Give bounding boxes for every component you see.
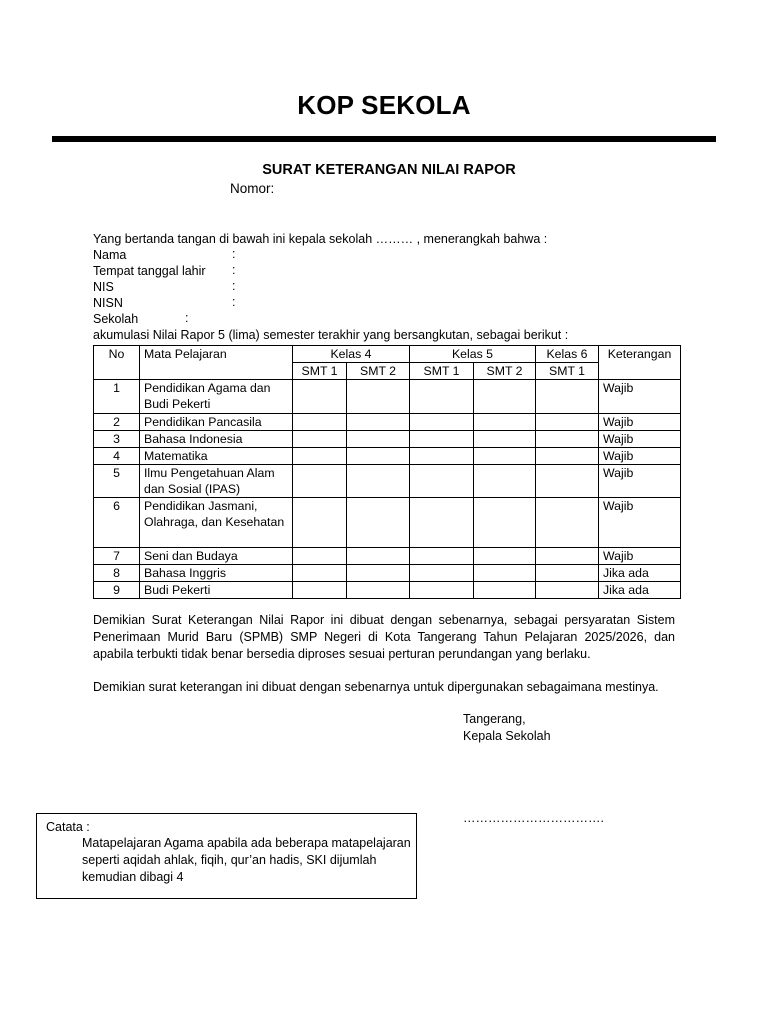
header-k6-smt1: SMT 1 <box>536 363 599 380</box>
grade-cell[interactable] <box>474 498 536 548</box>
header-k5-smt1: SMT 1 <box>410 363 474 380</box>
field-colon-nama: : <box>232 247 236 261</box>
header-kelas5: Kelas 5 <box>410 346 536 363</box>
row-no: 8 <box>94 565 140 582</box>
grade-cell[interactable] <box>474 414 536 431</box>
row-no: 7 <box>94 548 140 565</box>
grade-cell[interactable] <box>293 582 347 599</box>
grade-cell[interactable] <box>293 498 347 548</box>
grade-cell[interactable] <box>536 498 599 548</box>
header-k4-smt2: SMT 2 <box>347 363 410 380</box>
row-keterangan: Wajib <box>599 498 681 548</box>
field-label-sekolah: Sekolah <box>93 312 139 326</box>
row-no: 1 <box>94 380 140 414</box>
grade-cell[interactable] <box>347 465 410 498</box>
header-k4-smt1: SMT 1 <box>293 363 347 380</box>
grade-cell[interactable] <box>536 465 599 498</box>
grade-cell[interactable] <box>293 380 347 414</box>
table-row <box>94 565 681 582</box>
grade-cell[interactable] <box>410 498 474 548</box>
row-keterangan: Wajib <box>599 380 681 414</box>
row-keterangan: Wajib <box>599 431 681 448</box>
grade-cell[interactable] <box>293 548 347 565</box>
row-keterangan: Jika ada <box>599 565 681 582</box>
row-no: 9 <box>94 582 140 599</box>
grade-cell[interactable] <box>293 431 347 448</box>
closing-statement: Demikian surat keterangan ini dibuat dengan sebenarnya untuk dipergunakan sebagaimana mestinya. <box>93 680 659 694</box>
row-keterangan: Wajib <box>599 414 681 431</box>
grade-cell[interactable] <box>410 465 474 498</box>
row-no: 5 <box>94 465 140 498</box>
grade-cell[interactable] <box>410 565 474 582</box>
grade-cell[interactable] <box>474 431 536 448</box>
table-row <box>94 582 681 599</box>
field-colon-nisn: : <box>232 295 236 309</box>
grade-cell[interactable] <box>347 565 410 582</box>
table-row <box>94 414 681 431</box>
table-header-row <box>94 346 681 363</box>
grade-cell[interactable] <box>293 414 347 431</box>
grade-cell[interactable] <box>410 548 474 565</box>
grade-cell[interactable] <box>536 380 599 414</box>
grade-cell[interactable] <box>474 448 536 465</box>
row-subject: Bahasa Indonesia <box>140 431 293 448</box>
header-no: No <box>94 346 140 380</box>
grade-cell[interactable] <box>536 414 599 431</box>
grades-table <box>93 345 681 599</box>
letterhead-divider <box>52 136 716 142</box>
signature-name-placeholder: ……………………………. <box>463 811 604 825</box>
document-number-label: Nomor: <box>230 181 275 196</box>
row-no: 3 <box>94 431 140 448</box>
field-colon-ttl: : <box>232 263 236 277</box>
row-subject: Budi Pekerti <box>140 582 293 599</box>
header-k5-smt2: SMT 2 <box>474 363 536 380</box>
row-no: 2 <box>94 414 140 431</box>
field-label-nama: Nama <box>93 248 127 262</box>
intro-text: Yang bertanda tangan di bawah ini kepala sekolah ……… , menerangkah bahwa : <box>93 232 548 246</box>
grade-cell[interactable] <box>410 431 474 448</box>
grade-cell[interactable] <box>536 448 599 465</box>
grade-cell[interactable] <box>347 448 410 465</box>
grade-cell[interactable] <box>293 465 347 498</box>
header-kelas4: Kelas 4 <box>293 346 410 363</box>
grade-cell[interactable] <box>347 498 410 548</box>
grade-cell[interactable] <box>536 548 599 565</box>
note-body: Matapelajaran Agama apabila ada beberapa matapelajaran seperti aqidah ahlak, fiqih, qur’an hadis, SKI dijumlah kemudian dibagi 4 <box>82 836 411 884</box>
header-subject: Mata Pelajaran <box>140 346 293 380</box>
row-keterangan: Jika ada <box>599 582 681 599</box>
field-colon-sekolah: : <box>185 311 189 325</box>
grade-cell[interactable] <box>347 582 410 599</box>
grade-cell[interactable] <box>474 565 536 582</box>
row-subject: Seni dan Budaya <box>140 548 293 565</box>
row-subject: Pendidikan Agama dan Budi Pekerti <box>140 380 293 414</box>
table-row <box>94 448 681 465</box>
grade-cell[interactable] <box>293 448 347 465</box>
grade-cell[interactable] <box>536 582 599 599</box>
table-row <box>94 380 681 414</box>
grade-cell[interactable] <box>293 565 347 582</box>
grade-cell[interactable] <box>536 565 599 582</box>
grade-cell[interactable] <box>474 380 536 414</box>
table-row <box>94 498 681 548</box>
row-subject: Pendidikan Jasmani, Olahraga, dan Kesehatan <box>140 498 293 548</box>
grade-cell[interactable] <box>347 548 410 565</box>
grade-cell[interactable] <box>410 582 474 599</box>
field-label-ttl: Tempat tanggal lahir <box>93 264 206 278</box>
grade-cell[interactable] <box>347 414 410 431</box>
grade-cell[interactable] <box>410 380 474 414</box>
header-keterangan: Keterangan <box>599 346 681 380</box>
grade-cell[interactable] <box>347 431 410 448</box>
signature-place: Tangerang, <box>463 712 526 726</box>
signature-position: Kepala Sekolah <box>463 729 551 743</box>
grade-cell[interactable] <box>536 431 599 448</box>
grade-cell[interactable] <box>474 465 536 498</box>
accumulation-text: akumulasi Nilai Rapor 5 (lima) semester terakhir yang bersangkutan, sebagai berikut : <box>93 328 569 342</box>
field-label-nisn: NISN <box>93 296 123 310</box>
grade-cell[interactable] <box>347 380 410 414</box>
grade-cell[interactable] <box>474 548 536 565</box>
row-subject: Pendidikan Pancasila <box>140 414 293 431</box>
row-keterangan: Wajib <box>599 448 681 465</box>
field-label-nis: NIS <box>93 280 114 294</box>
field-colon-nis: : <box>232 279 236 293</box>
table-row <box>94 465 681 498</box>
row-subject: Matematika <box>140 448 293 465</box>
table-row <box>94 431 681 448</box>
letterhead-title: KOP SEKOLA <box>297 90 471 120</box>
grade-cell[interactable] <box>474 582 536 599</box>
grade-cell[interactable] <box>410 448 474 465</box>
header-kelas6: Kelas 6 <box>536 346 599 363</box>
table-row <box>94 548 681 565</box>
row-keterangan: Wajib <box>599 548 681 565</box>
row-no: 4 <box>94 448 140 465</box>
row-no: 6 <box>94 498 140 548</box>
row-subject: Bahasa Inggris <box>140 565 293 582</box>
row-keterangan: Wajib <box>599 465 681 498</box>
grade-cell[interactable] <box>410 414 474 431</box>
document-title: SURAT KETERANGAN NILAI RAPOR <box>262 162 516 178</box>
row-subject: Ilmu Pengetahuan Alam dan Sosial (IPAS) <box>140 465 293 498</box>
note-title: Catata : <box>46 820 90 834</box>
closing-paragraph: Demikian Surat Keterangan Nilai Rapor ini dibuat dengan sebenarnya, sebagai persyaratan Sistem Penerimaan Murid Baru (SPMB) SMP Negeri di Kota Tangerang Tahun Pelajaran 2025/2026, dan apabila terbukti tidak benar bersedia diproses sesuai perturan perundangan yang berlaku. <box>93 613 675 661</box>
